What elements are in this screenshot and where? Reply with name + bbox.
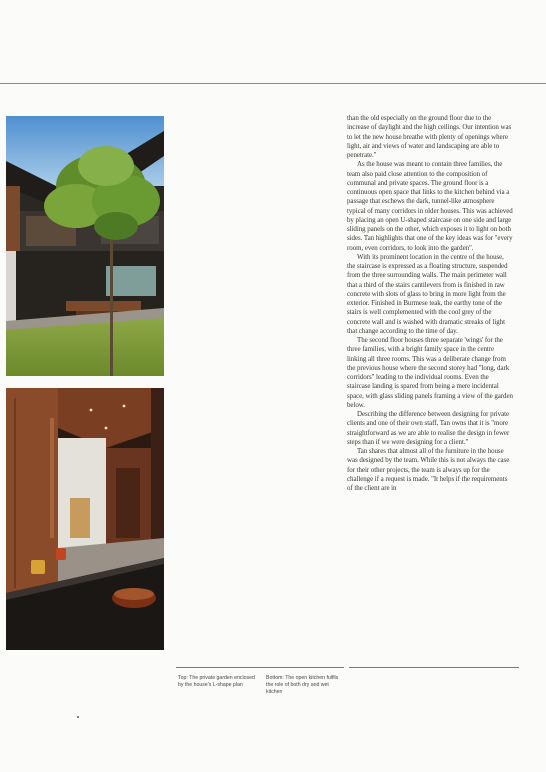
paragraph: The second floor houses three separate 'wings' for the three families, with a bright family space in the centre linking all three rooms. This was a deliberate change from the previous house where the second storey had "long, dark corridors" leading to the individual rooms. Even the staircase landing is spared from being a mere incidental space, with glass sliding panels framing a view of the garden below. bbox=[347, 336, 513, 409]
page-mark bbox=[77, 716, 79, 718]
caption-bottom: Bottom: The open kitchen fulfils the role of both dry and wet kitchen bbox=[266, 675, 339, 696]
caption-rule bbox=[176, 667, 344, 668]
footer-rule bbox=[349, 667, 519, 668]
paragraph: Tan shares that almost all of the furniture in the house was designed by the team. While this is not always the case for their other projects, the team is always up for the challenge if a request is made. "It helps if the requirements of the client are in bbox=[347, 447, 510, 492]
kitchen-photo bbox=[6, 388, 164, 650]
caption-top: Top: The private garden enclosed by the house's L-shape plan bbox=[178, 675, 255, 689]
paragraph: With its prominent location in the centre of the house, the staircase is expressed as a floating structure, suspended from the three surrounding walls. The main perimeter wall that a third of the stairs cantilevers from is finished in raw concrete with slots of glass to bring in more light from the exterior. Finished in Burmese teak, the earthy tone of the stairs is well complemented with the cool grey of the concrete wall and is washed with dramatic streaks of light that change according to the time of day. bbox=[347, 252, 508, 335]
paragraph: than the old especially on the ground floor due to the increase of daylight and the high ceilings. Our intention was to let the new house breathe with plenty of openings where light, air and views of water and landscaping are able to penetrate." bbox=[347, 114, 512, 159]
paragraph: Describing the difference between designing for private clients and one of their own staff, Tan owns that it is "more straightforward as we are able to realise the design in fewer steps than if we were designing for a client." bbox=[347, 410, 510, 446]
article-body bbox=[347, 114, 513, 493]
header-rule bbox=[0, 83, 546, 84]
garden-photo bbox=[6, 116, 164, 376]
paragraph: As the house was meant to contain three families, the team also paid close attention to the composition of communal and private spaces. The ground floor is a continuous open space that links to the kitchen behind via a passage that eschews the dark, tunnel-like atmosphere typical of many corridors in older houses. This was achieved by placing an open U-shaped staircase on one side and large sliding panels on the other, which exposes it to light on both sides. Tan highlights that one of the key ideas was for "every room, even corridors, to look into the garden". bbox=[347, 160, 513, 252]
